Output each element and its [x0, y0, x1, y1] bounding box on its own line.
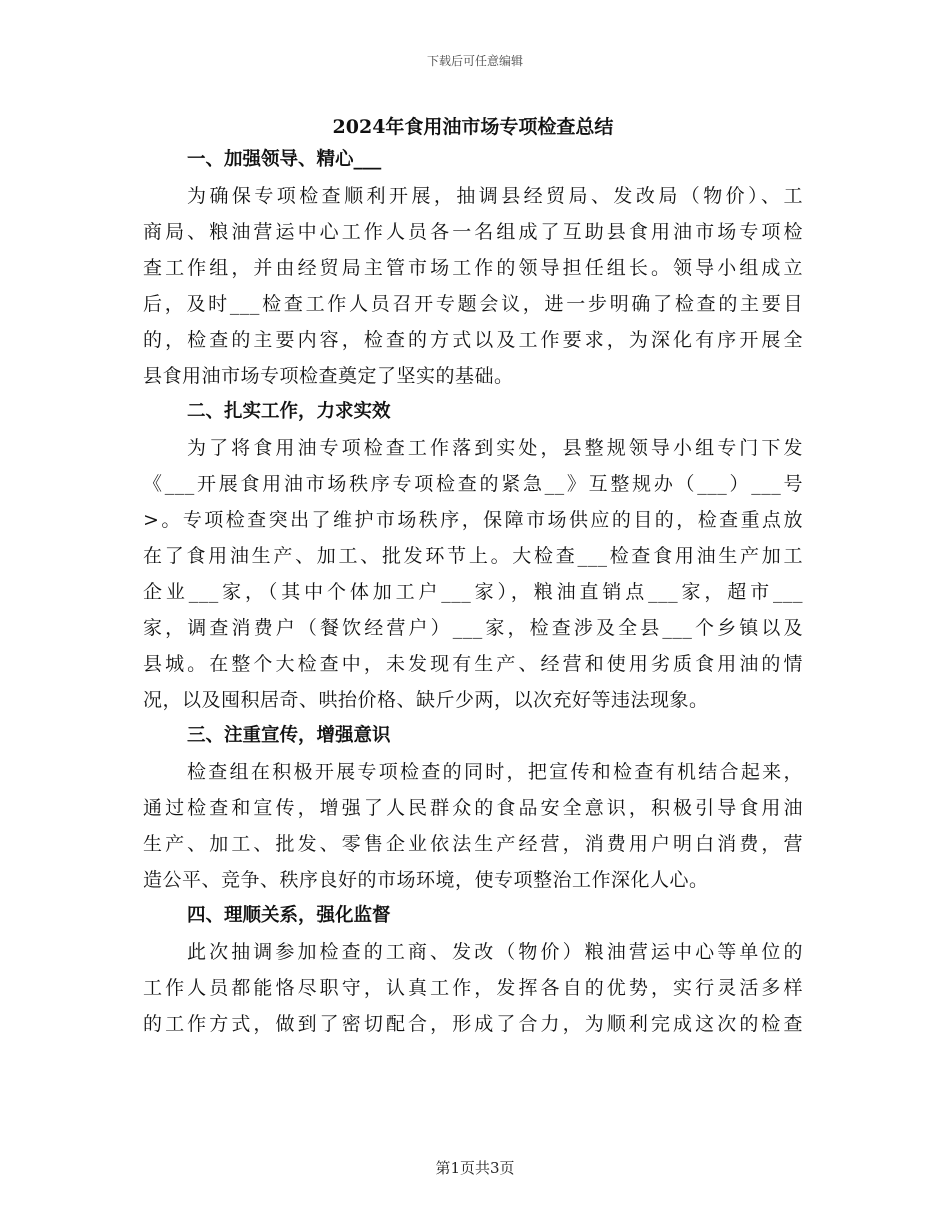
paragraph-line: 生产、加工、批发、零售企业依法生产经营，消费用户明白消费，营 — [143, 833, 803, 855]
paragraph-line: 此次抽调参加检查的工商、发改（物价）粮油营运中心等单位的 — [187, 941, 803, 963]
paragraph-line: 家，调查消费户（餐饮经营户）___家，检查涉及全县___个乡镇以及 — [143, 617, 803, 639]
paragraph-line: 通过检查和宣传，增强了人民群众的食品安全意识，积极引导食用油 — [143, 797, 803, 819]
paragraph-line: 商局、粮油营运中心工作人员各一名组成了互助县食用油市场专项检 — [143, 221, 803, 243]
paragraph-line: 县城。在整个大检查中，未发现有生产、经营和使用劣质食用油的情 — [143, 653, 803, 675]
paragraph-line: 的工作方式，做到了密切配合，形成了合力，为顺利完成这次的检查 — [143, 1013, 803, 1035]
paragraph-line: 检查组在积极开展专项检查的同时，把宣传和检查有机结合起来， — [187, 761, 803, 783]
paragraph-line: 工作人员都能恪尽职守，认真工作，发挥各自的优势，实行灵活多样 — [143, 977, 803, 999]
paragraph-line: 为了将食用油专项检查工作落到实处，县整规领导小组专门下发 — [187, 437, 803, 459]
section-heading: 三、注重宣传，增强意识 — [187, 725, 391, 746]
page-number: 第1页共3页 — [435, 1159, 515, 1177]
section-heading: 二、扎实工作，力求实效 — [187, 401, 391, 422]
paragraph-line: 《___开展食用油市场秩序专项检查的紧急__》互整规办（___）___号 — [143, 473, 803, 495]
section-heading: 四、理顺关系，强化监督 — [187, 905, 391, 926]
section — [143, 394, 803, 718]
paragraph-line: 造公平、竞争、秩序良好的市场环境，使专项整治工作深化人心。 — [143, 869, 709, 891]
paragraph-line: 县食用油市场专项检查奠定了坚实的基础。 — [143, 365, 514, 387]
document-body — [143, 112, 803, 1042]
section-heading: 一、加强领导、精心___ — [187, 149, 382, 170]
paragraph-line: 为确保专项检查顺利开展，抽调县经贸局、发改局（物价）、工 — [187, 185, 803, 207]
paragraph-line: 后，及时___检查工作人员召开专题会议，进一步明确了检查的主要目 — [143, 293, 803, 315]
paragraph-line: 况，以及囤积居奇、哄抬价格、缺斤少两，以次充好等违法现象。 — [143, 689, 709, 711]
section — [143, 898, 803, 1042]
paragraph-line: 的，检查的主要内容，检查的方式以及工作要求，为深化有序开展全 — [143, 329, 803, 351]
section — [143, 142, 803, 394]
paragraph-line: 查工作组，并由经贸局主管市场工作的领导担任组长。领导小组成立 — [143, 257, 803, 279]
page-header: 下载后可任意编辑 — [426, 54, 523, 68]
paragraph-line: 在了食用油生产、加工、批发环节上。大检查___检查食用油生产加工 — [143, 545, 803, 567]
section — [143, 718, 803, 898]
document-title: 2024年食用油市场专项检查总结 — [332, 116, 614, 138]
paragraph-line: 企业___家，（其中个体加工户___家），粮油直销点___家，超市___ — [143, 581, 803, 603]
paragraph-line: >。专项检查突出了维护市场秩序，保障市场供应的目的，检查重点放 — [143, 509, 803, 531]
